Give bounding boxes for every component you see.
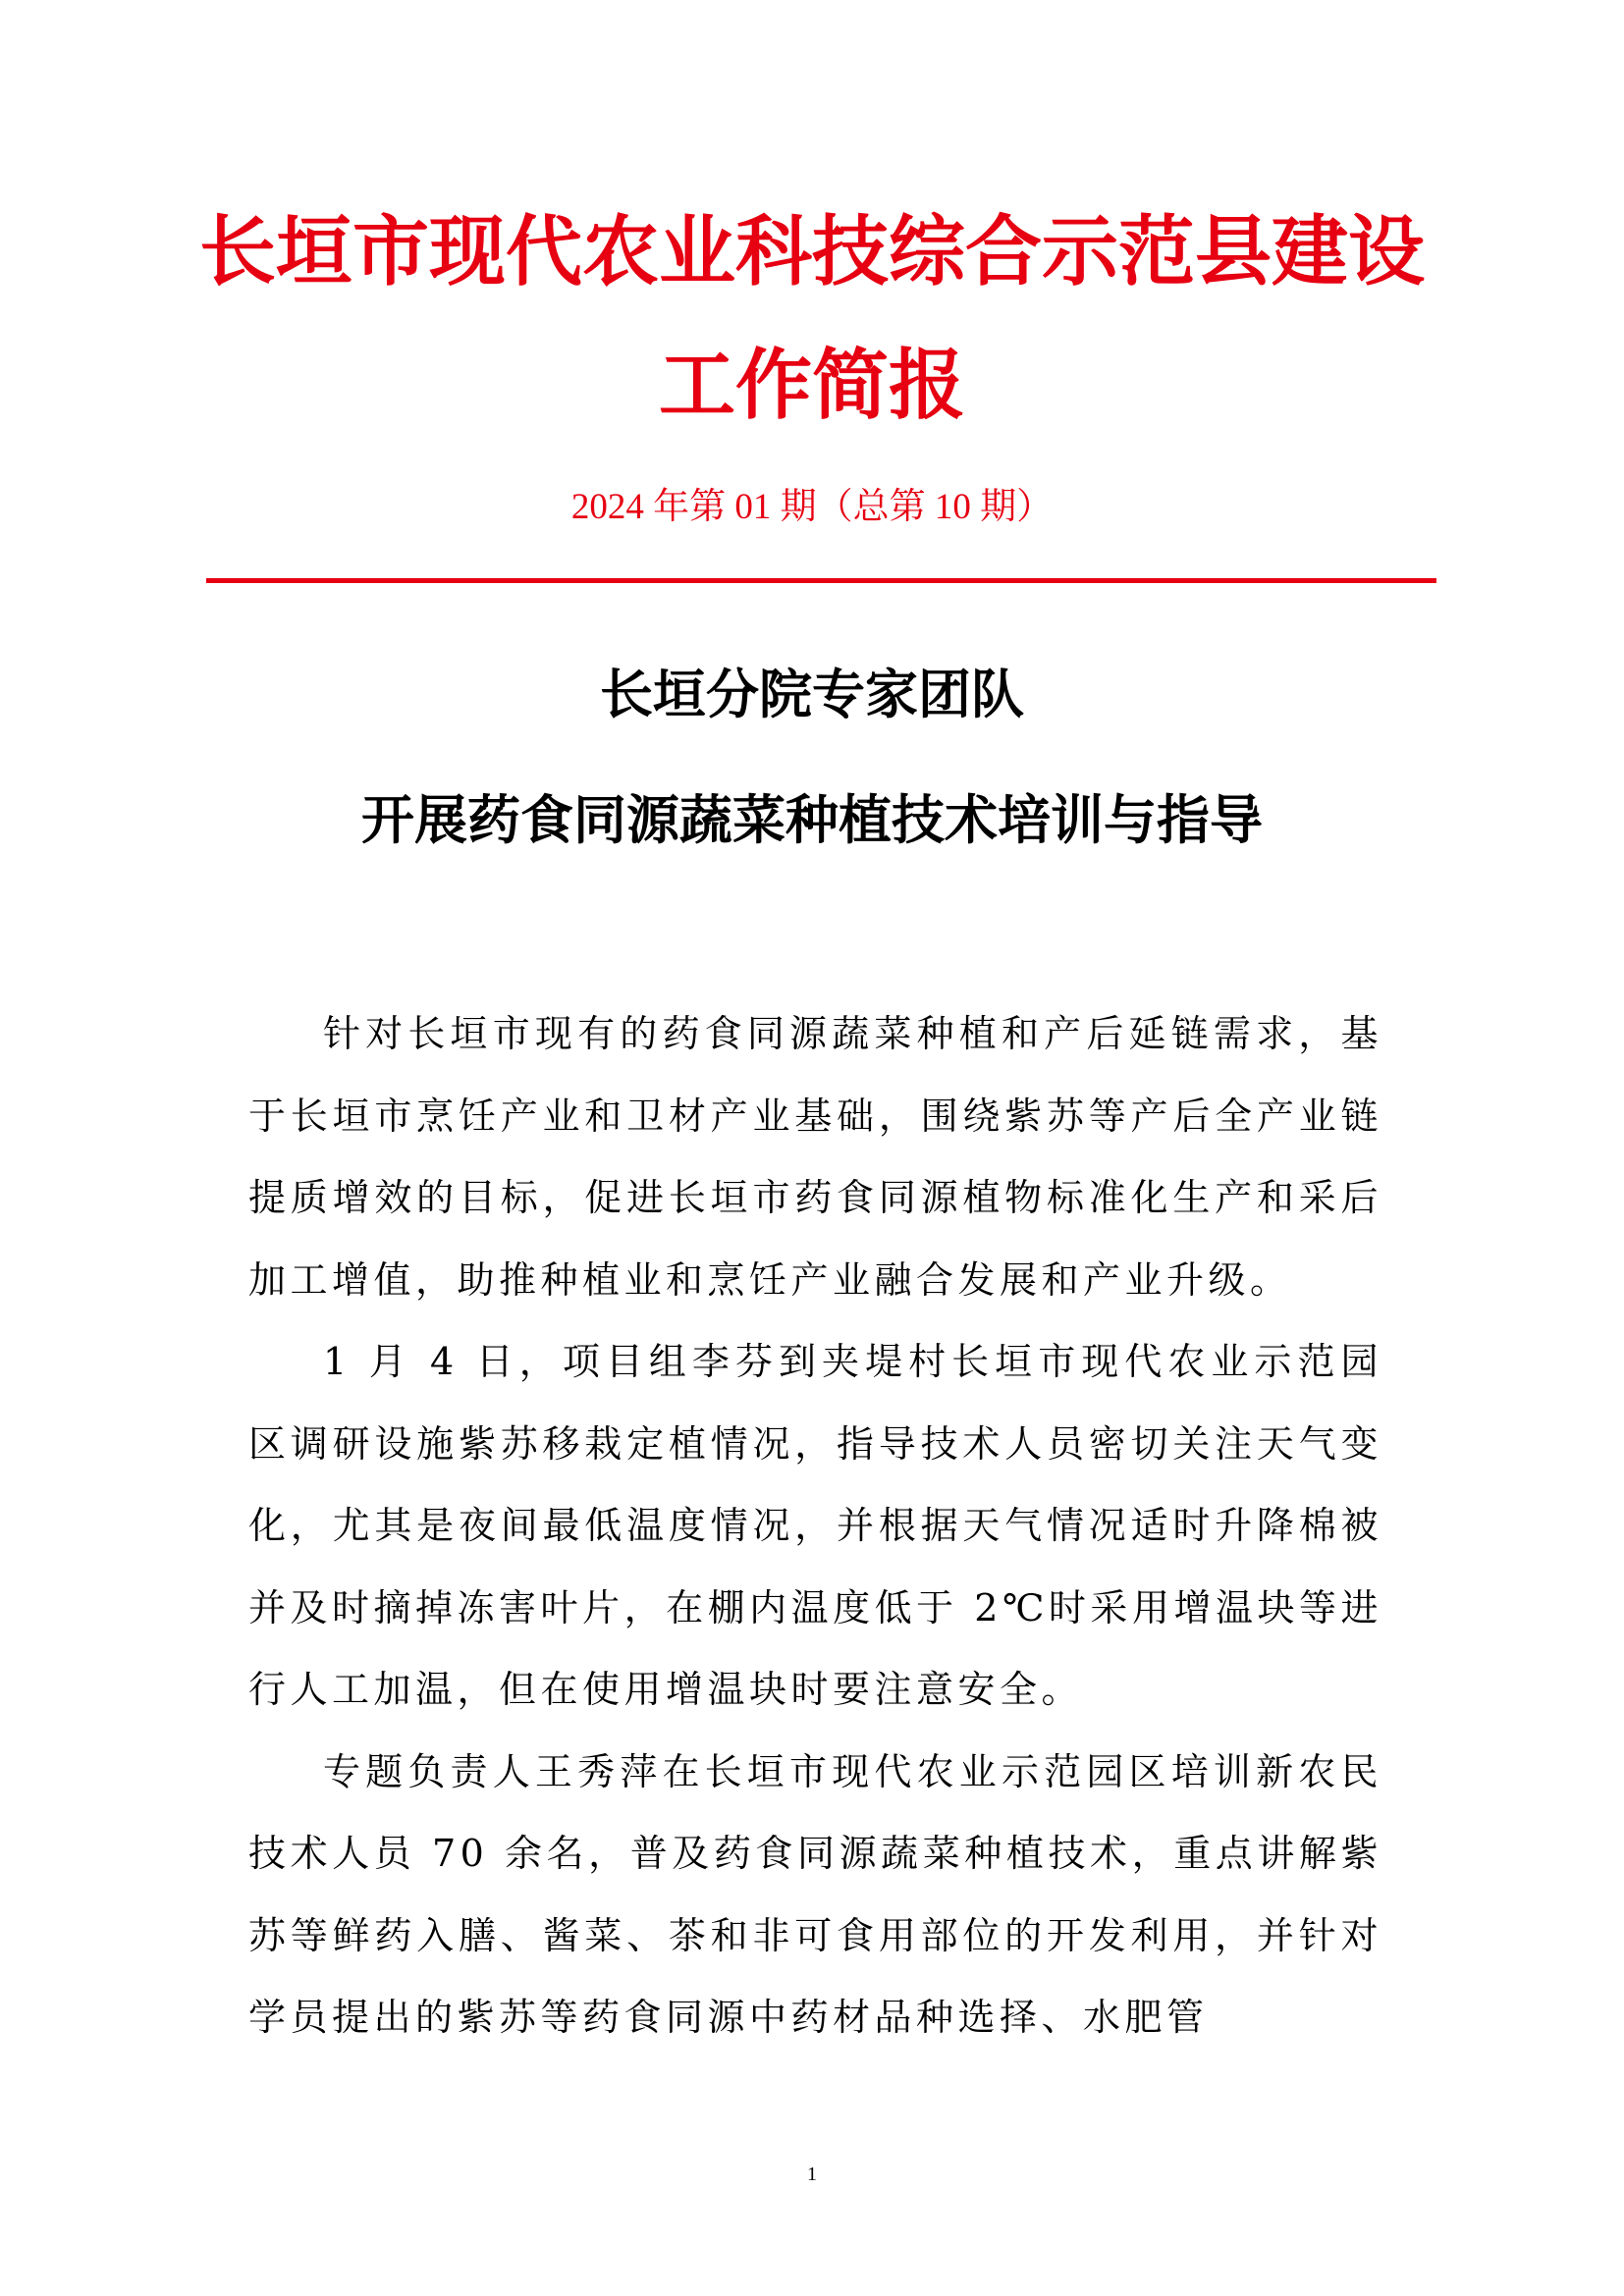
issue-number: 2024 年第 01 期（总第 10 期） [570, 487, 1054, 527]
masthead-divider [206, 578, 1436, 583]
body-paragraph-2: 1 月 4 日，项目组李芬到夹堤村长垣市现代农业示范园区调研设施紫苏移栽定植情况，指导技术人员密切关注天气变化，尤其是夜间最低温度情况，并根据天气情况适时升降棉被并及时摘掉冻害叶片，在棚内温度低于 2℃时采用增温块等进行人工加温，但在使用增温块时要注意安全。 [248, 1340, 1382, 1711]
masthead-title-line2: 工作简报 [658, 341, 965, 430]
page-number: 1 [807, 2163, 817, 2185]
masthead-title-line1: 长垣市现代农业科技综合示范县建设 [198, 207, 1425, 296]
body-paragraph-1: 针对长垣市现有的药食同源蔬菜种植和产后延链需求，基于长垣市烹饪产业和卫材产业基础，围绕紫苏等产后全产业链提质增效的目标，促进长垣市药食同源植物标准化生产和采后加工增值，助推种植业和烹饪产业融合发展和产业升级。 [248, 1012, 1382, 1302]
article-headline-line2: 开展药食同源蔬菜种植技术培训与指导 [361, 788, 1263, 851]
body-paragraph-3: 专题负责人王秀萍在长垣市现代农业示范园区培训新农民技术人员 70 余名，普及药食同源蔬菜种植技术，重点讲解紫苏等鲜药入膳、酱菜、茶和非可食用部位的开发利用，并针对学员提出的紫苏等药食同源中药材品种选择、水肥管 [248, 1749, 1382, 2039]
article-headline-line1: 长垣分院专家团队 [600, 663, 1024, 725]
article-body [248, 993, 1382, 2059]
